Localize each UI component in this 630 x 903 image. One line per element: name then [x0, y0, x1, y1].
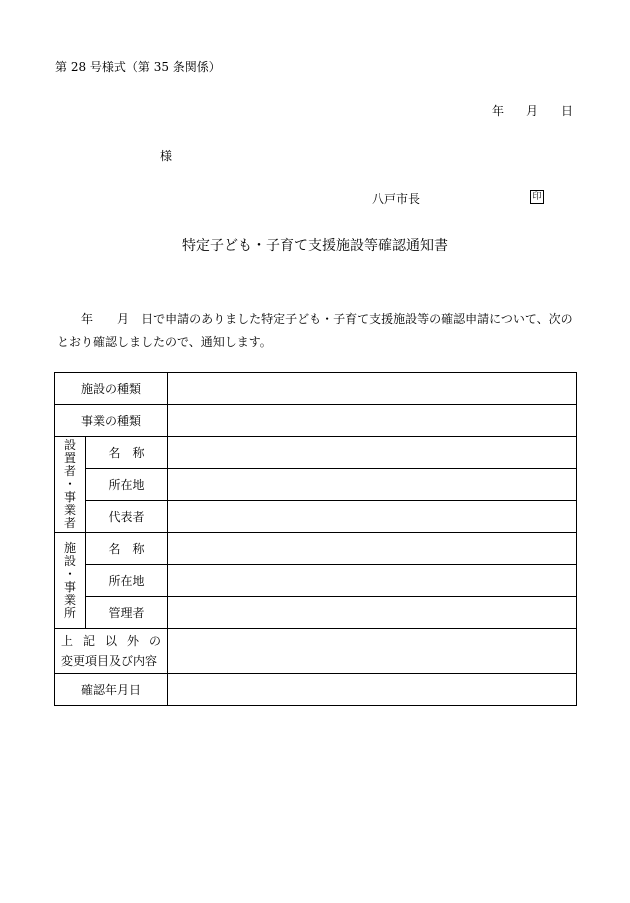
facility-address-value — [168, 565, 577, 597]
body-text: 日で申請のありました特定子ども・子育て支援施設等の確認申請について、次のとおり確認しましたので、通知します。 — [57, 312, 573, 349]
facility-name-label: 名 称 — [86, 533, 168, 565]
founder-name-label: 名 称 — [86, 437, 168, 469]
founder-name-value — [168, 437, 577, 469]
body-month: 月 — [117, 312, 130, 326]
other-changes-line1: 上 記 以 外 の — [61, 634, 161, 648]
founder-rep-value — [168, 501, 577, 533]
founder-address-value — [168, 469, 577, 501]
date-day-label: 日 — [561, 104, 574, 118]
body-year: 年 — [81, 312, 94, 326]
document-title: 特定子ども・子育て支援施設等確認通知書 — [182, 238, 448, 254]
facility-name-value — [168, 533, 577, 565]
addressee-suffix: 様 — [160, 149, 173, 163]
facility-manager-value — [168, 597, 577, 629]
issuer-name: 八戸市長 — [372, 192, 421, 206]
other-changes-line2: 変更項目及び内容 — [61, 654, 158, 668]
notice-body — [57, 308, 582, 354]
form-number: 第 28 号様式（第 35 条関係） — [55, 60, 221, 74]
business-type-label: 事業の種類 — [55, 405, 168, 437]
date-month-label: 月 — [526, 104, 539, 118]
facility-type-value — [168, 373, 577, 405]
founder-address-label: 所在地 — [86, 469, 168, 501]
business-type-value — [168, 405, 577, 437]
confirmation-table — [54, 372, 577, 706]
date-year-label: 年 — [492, 104, 505, 118]
facility-manager-label: 管理者 — [86, 597, 168, 629]
other-changes-label — [55, 629, 168, 674]
confirm-date-value — [168, 674, 577, 706]
facility-group-label — [55, 533, 86, 629]
founder-group-text: 設 置 者 ・ 事 業 者 — [63, 438, 76, 530]
facility-address-label: 所在地 — [86, 565, 168, 597]
confirm-date-label: 確認年月日 — [55, 674, 168, 706]
founder-group-label — [55, 437, 86, 533]
other-changes-value — [168, 629, 577, 674]
facility-type-label: 施設の種類 — [55, 373, 168, 405]
seal-mark: 印 — [530, 190, 544, 204]
facility-group-text: 施 設 ・ 事 業 所 — [63, 540, 76, 620]
founder-rep-label: 代表者 — [86, 501, 168, 533]
